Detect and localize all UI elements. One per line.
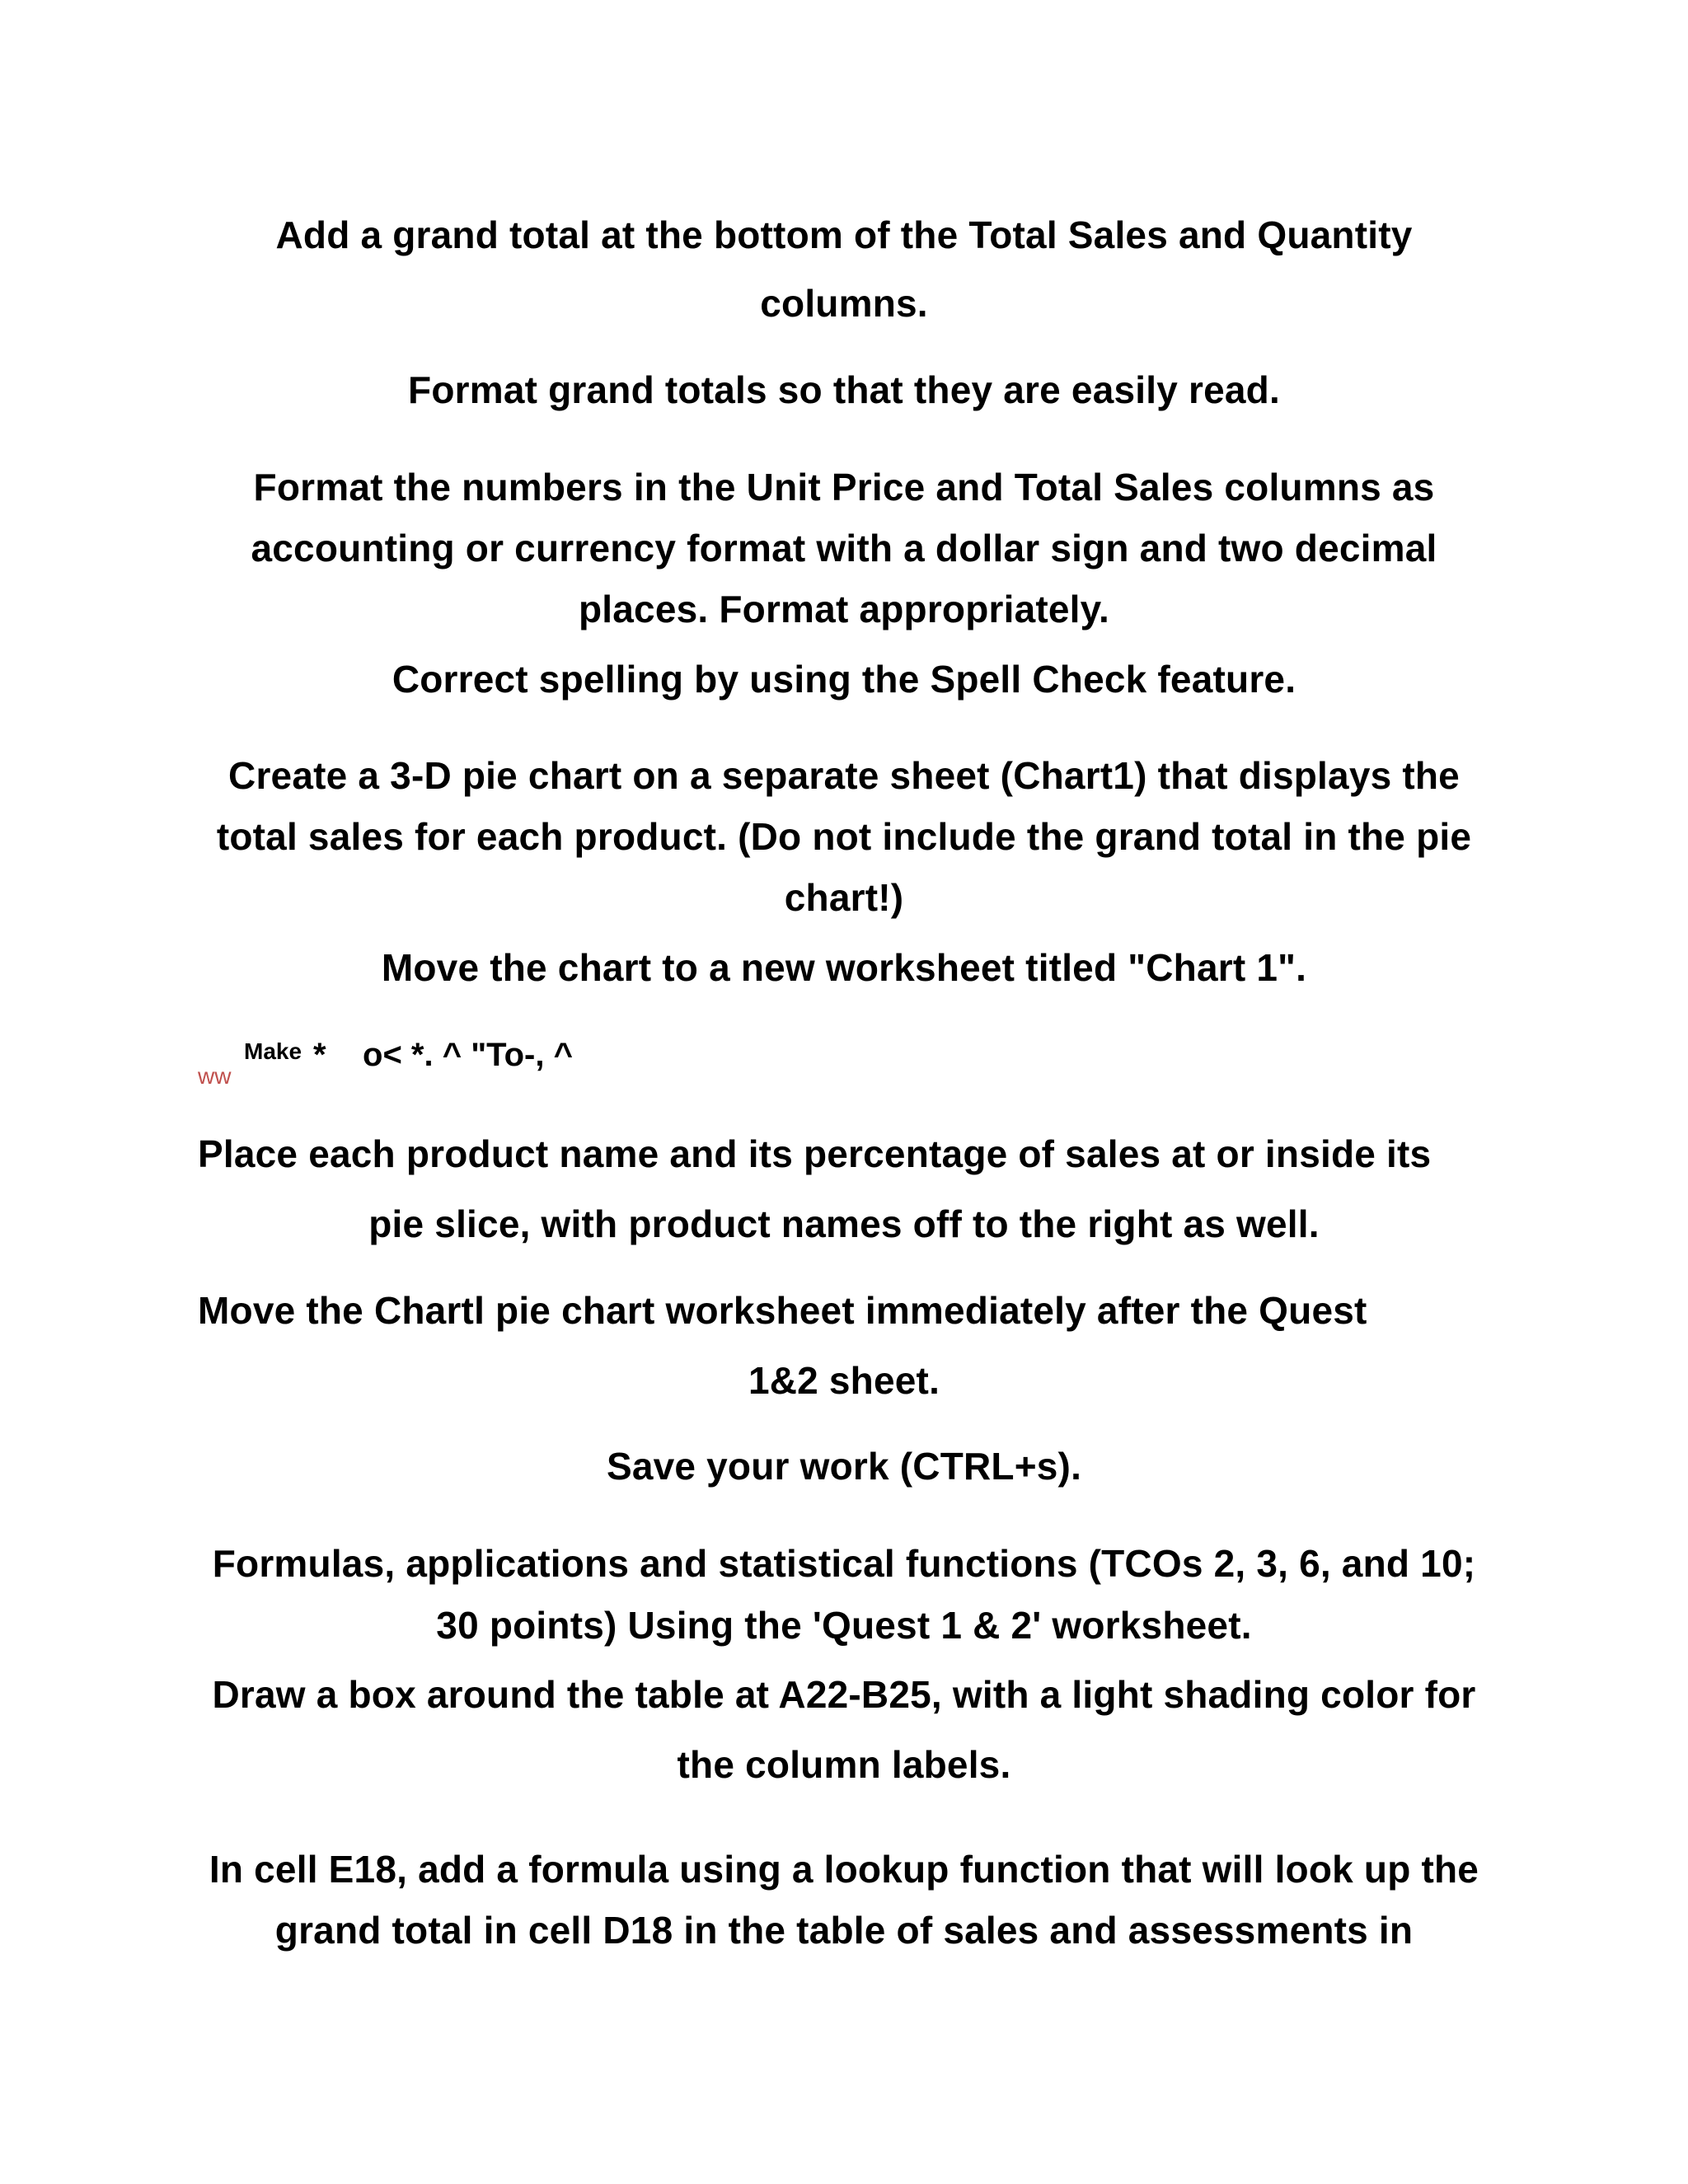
- text-line: Formulas, applications and statistical functions (TCOs 2, 3, 6, and 10;: [212, 1542, 1476, 1585]
- garbled-ocr-line: [198, 1032, 940, 1098]
- text-line: Draw a box around the table at A22-B25, with a light shading color for: [212, 1673, 1476, 1716]
- text-line: Format grand totals so that they are easily read.: [408, 368, 1280, 411]
- text-line: Move the Chartl pie chart worksheet immediately after the Quest: [198, 1289, 1367, 1332]
- text-line: Format the numbers in the Unit Price and Total Sales columns as: [253, 466, 1435, 509]
- garbled-ww-text: ww: [198, 1063, 232, 1089]
- text-line: 1&2 sheet.: [748, 1359, 940, 1402]
- text-line: pie slice, with product names off to the right as well.: [368, 1202, 1320, 1245]
- text-line: columns.: [760, 282, 928, 325]
- text-line: Save your work (CTRL+s).: [606, 1445, 1082, 1488]
- text-line: accounting or currency format with a dollar sign and two decimal: [251, 527, 1437, 569]
- text-line: grand total in cell D18 in the table of sales and assessments in: [274, 1909, 1414, 1952]
- text-line: total sales for each product. (Do not include the grand total in the pie: [216, 815, 1472, 858]
- text-line: Place each product name and its percentage of sales at or inside its: [198, 1132, 1432, 1175]
- garbled-make-text: Make: [244, 1038, 302, 1064]
- text-line: In cell E18, add a formula using a lookup function that will look up the: [209, 1848, 1479, 1891]
- text-line: Add a grand total at the bottom of the Total Sales and Quantity: [275, 213, 1413, 256]
- text-line: Create a 3-D pie chart on a separate sheet (Chart1) that displays the: [228, 754, 1460, 797]
- text-line: the column labels.: [677, 1743, 1011, 1786]
- text-line: Move the chart to a new worksheet titled "Chart 1".: [381, 946, 1307, 989]
- text-line: chart!): [784, 876, 904, 919]
- text-line: Correct spelling by using the Spell Check feature.: [392, 658, 1296, 701]
- text-line: 30 points) Using the 'Quest 1 & 2' worksheet.: [436, 1604, 1252, 1647]
- text-line: places. Format appropriately.: [578, 588, 1110, 630]
- garbled-symbols: * o< *. ^ "To-, ^: [313, 1037, 573, 1073]
